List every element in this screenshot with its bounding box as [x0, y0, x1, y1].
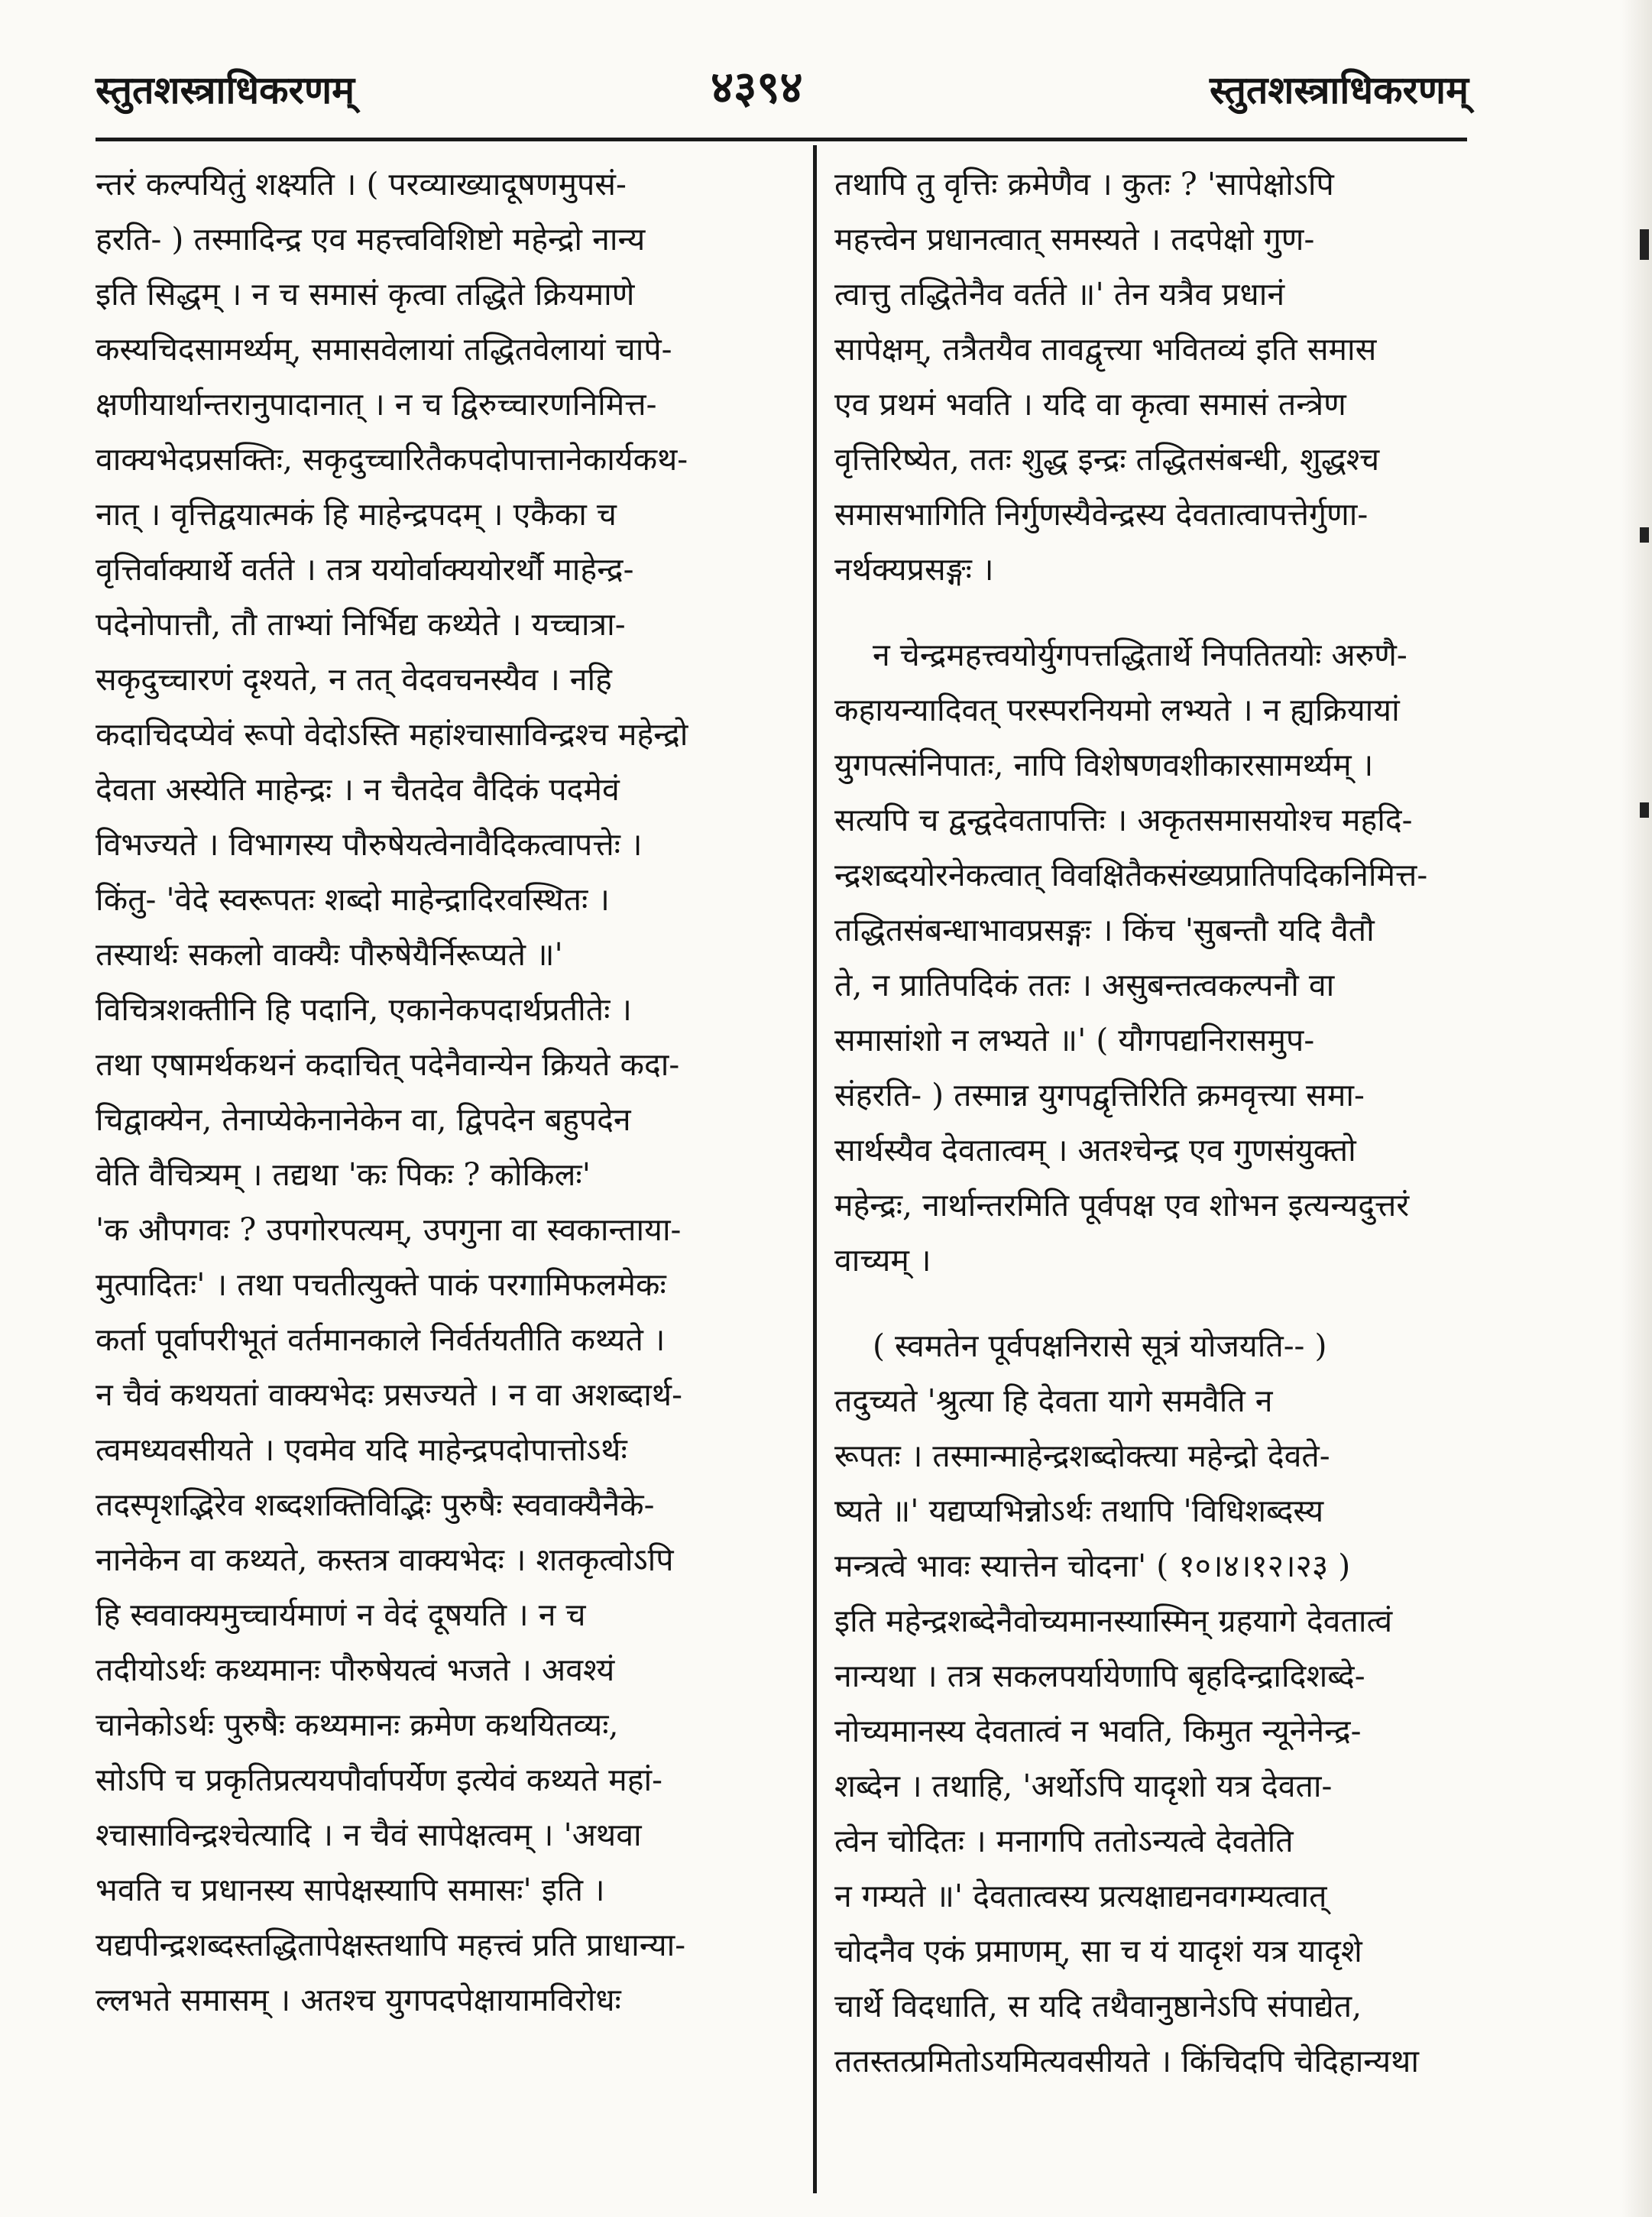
text-line: किंतु- 'वेदे स्वरूपतः शब्दो माहेन्द्रादिरवस्थितः । — [96, 881, 610, 918]
text-line: त्वात्तु तद्धितेनैव वर्तते ॥' तेन यत्रैव प्रधानं — [834, 276, 1285, 313]
text-line: समासभागिति निर्गुणस्यैवेन्द्रस्य देवतात्वापत्तेर्गुणा- — [834, 496, 1369, 533]
text-line: वाच्यम् । — [834, 1242, 931, 1279]
text-line: न गम्यते ॥' देवतात्वस्य प्रत्यक्षाद्यनवगम्यत्वात् — [834, 1878, 1327, 1914]
text-line: नर्थक्यप्रसङ्गः । — [834, 551, 994, 588]
text-line: ल्लभते समासम् । अतश्च युगपदपेक्षायामविरोधः — [96, 1982, 621, 2018]
text-line: मन्त्रत्वे भावः स्यात्तेन चोदना' ( १०।४।१२।२३ ) — [834, 1548, 1351, 1584]
text-line: कस्यचिदसामर्थ्यम्, समासवेलायां तद्धितवेलायां चापे- — [96, 331, 672, 368]
text-line: एव प्रथमं भवति । यदि वा कृत्वा समासं तन्त्रेण — [834, 386, 1346, 423]
text-line: वेति वैचित्र्यम् । तद्यथा 'कः पिकः ? कोकिलः' — [96, 1156, 591, 1193]
page-edge-shadow — [1621, 0, 1652, 2217]
text-line: ततस्तत्प्रमितोऽयमित्यवसीयते । किंचिदपि चेदिहान्यथा — [834, 2043, 1420, 2079]
text-line: भवति च प्रधानस्य सापेक्षस्यापि समासः' इति । — [96, 1872, 605, 1908]
text-line: नात् । वृत्तिद्वयात्मकं हि माहेन्द्रपदम् । एकैका च — [96, 496, 617, 533]
page-number: ४३९४ — [711, 61, 803, 113]
text-line: सार्थस्यैव देवतात्वम् । अतश्चेन्द्र एव गुणसंयुक्तो — [834, 1132, 1356, 1168]
text-line: श्चासाविन्द्रश्चेत्यादि । न चैवं सापेक्षत्वम् । 'अथवा — [96, 1817, 642, 1853]
text-line: मुत्पादितः' । तथा पचतीत्युक्ते पाकं परगामिफलमेकः — [96, 1266, 666, 1303]
text-line: वाक्यभेदप्रसक्तिः, सकृदुच्चारितैकपदोपात्तानेकार्यकथ- — [96, 441, 688, 478]
text-line: यद्यपीन्द्रशब्दस्तद्धितापेक्षस्तथापि महत्त्वं प्रति प्राधान्या- — [96, 1927, 686, 1963]
edge-mark — [1640, 229, 1649, 260]
paragraph-gap — [834, 597, 1476, 627]
text-line: तद्धितसंबन्धाभावप्रसङ्गः । किंच 'सुबन्तौ यदि वैतौ — [834, 912, 1375, 948]
header-rule — [96, 138, 1467, 141]
text-line: हरति- ) तस्मादिन्द्र एव महत्त्वविशिष्टो महेन्द्रो नान्य — [96, 221, 646, 258]
text-line: ( स्वमतेन पूर्वपक्षनिरासे सूत्रं योजयति-- ) — [873, 1327, 1327, 1364]
text-line: तदस्पृशद्भिरेव शब्दशक्तिविद्भिः पुरुषैः स्ववाक्यैनैके- — [96, 1486, 655, 1523]
text-line: हि स्ववाक्यमुच्चार्यमाणं न वेदं दूषयति । न च — [96, 1596, 586, 1633]
column-divider — [813, 145, 817, 2193]
text-line: पदेनोपात्तौ, तौ ताभ्यां निर्भिद्य कथ्येते । यच्चात्रा- — [96, 606, 626, 643]
text-line: 'क औपगवः ? उपगोरपत्यम्, उपगुना वा स्वकान्ताया- — [96, 1211, 682, 1248]
text-line: तदीयोऽर्थः कथ्यमानः पौरुषेयत्वं भजते । अवश्यं — [96, 1651, 615, 1688]
text-line: वृत्तिरिष्येत, ततः शुद्ध इन्द्रः तद्धितसंबन्धी, शुद्धश्च — [834, 441, 1380, 478]
text-line: न्द्रशब्दयोरनेकत्वात् विवक्षितैकसंख्यप्रातिपदिकनिमित्त- — [834, 857, 1428, 893]
text-line: ष्यते ॥' यद्यप्यभिन्नोऽर्थः तथापि 'विधिशब्दस्य — [834, 1493, 1324, 1529]
text-line: संहरति- ) तस्मान्न युगपद्वृत्तिरिति क्रमवृत्त्या समा- — [834, 1077, 1365, 1113]
text-line: युगपत्संनिपातः, नापि विशेषणवशीकारसामर्थ्यम् । — [834, 747, 1374, 783]
text-line: न चेन्द्रमहत्त्वयोर्युगपत्तद्धितार्थे निपतितयोः अरुणै- — [873, 637, 1407, 673]
text-line: कहायन्यादिवत् परस्परनियमो लभ्यते । न ह्यक्रियायां — [834, 692, 1400, 728]
text-line: न्तरं कल्पयितुं शक्ष्यति । ( परव्याख्यादूषणमुपसं- — [96, 166, 627, 203]
text-line: तथा एषामर्थकथनं कदाचित् पदेनैवान्येन क्रियते कदा- — [96, 1046, 680, 1083]
edge-mark — [1640, 802, 1649, 818]
text-line: चानेकोऽर्थः पुरुषैः कथ्यमानः क्रमेण कथयितव्यः, — [96, 1707, 619, 1743]
page-header — [0, 46, 1652, 130]
text-line: रूपतः । तस्मान्माहेन्द्रशब्दोक्त्या महेन्द्रो देवते- — [834, 1437, 1330, 1474]
text-line: विभज्यते । विभागस्य पौरुषेयत्वेनावैदिकत्वापत्तेः । — [96, 826, 643, 863]
text-line: चिद्वाक्येन, तेनाप्येकेनानेकेन वा, द्विपदेन बहुपदेन — [96, 1101, 631, 1138]
text-line: विचित्रशक्तीनि हि पदानि, एकानेकपदार्थप्रतीतेः । — [96, 991, 632, 1028]
text-line: तदुच्यते 'श्रुत्या हि देवता यागे समवैति न — [834, 1382, 1273, 1419]
text-line: तथापि तु वृत्तिः क्रमेणैव । कुतः ? 'सापेक्षोऽपि — [834, 166, 1334, 203]
text-line: न चैवं कथयतां वाक्यभेदः प्रसज्यते । न वा अशब्दार्थ- — [96, 1376, 682, 1413]
text-line: त्वमध्यवसीयते । एवमेव यदि माहेन्द्रपदोपात्तोऽर्थः — [96, 1431, 627, 1468]
text-line: सोऽपि च प्रकृतिप्रत्ययपौर्वापर्येण इत्येवं कथ्यते महां- — [96, 1762, 663, 1798]
text-line: नान्यथा । तत्र सकलपर्यायेणापि बृहदिन्द्रादिशब्दे- — [834, 1658, 1365, 1694]
text-line: तस्यार्थः सकलो वाक्यैः पौरुषेयैर्निरूप्यते ॥' — [96, 936, 563, 973]
text-line: त्वेन चोदितः । मनागपि ततोऽन्यत्वे देवतेति — [834, 1823, 1294, 1859]
text-line: समासांशो न लभ्यते ॥' ( यौगपद्यनिरासमुप- — [834, 1022, 1315, 1058]
text-line: चोदनैव एकं प्रमाणम्, सा च यं यादृशं यत्र यादृशे — [834, 1933, 1362, 1969]
text-line: महत्त्वेन प्रधानत्वात् समस्यते । तदपेक्षो गुण- — [834, 221, 1315, 258]
text-line: नोच्यमानस्य देवतात्वं न भवति, किमुत न्यूनेनेन्द्र- — [834, 1713, 1362, 1749]
text-line: इति सिद्धम् । न च समासं कृत्वा तद्धिते क्रियमाणे — [96, 276, 635, 313]
text-line: वृत्तिर्वाक्यार्थे वर्तते । तत्र ययोर्वाक्ययोरर्थौ माहेन्द्र- — [96, 551, 634, 588]
text-line: सापेक्षम्, तत्रैतयैव तावद्वृत्त्या भवितव्यं इति समास — [834, 331, 1377, 368]
text-line: सत्यपि च द्वन्द्वदेवतापत्तिः । अकृतसमासयोश्च महदि- — [834, 802, 1413, 838]
text-line: देवता अस्येति माहेन्द्रः । न चैतदेव वैदिकं पदमेवं — [96, 771, 620, 808]
text-line: इति महेन्द्रशब्देनैवोच्यमानस्यास्मिन् ग्रहयागे देवतात्वं — [834, 1603, 1393, 1639]
paragraph-gap — [834, 1288, 1476, 1318]
running-title-right: स्तुतशस्त्राधिकरणम् — [1209, 67, 1469, 112]
text-line: क्षणीयार्थान्तरानुपादानात् । न च द्विरुच्चारणनिमित्त- — [96, 386, 657, 423]
right-column — [834, 157, 1476, 2089]
left-column — [96, 157, 795, 2027]
text-line: महेन्द्रः, नार्थान्तरमिति पूर्वपक्ष एव शोभन इत्यन्यदुत्तरं — [834, 1187, 1410, 1224]
edge-mark — [1640, 527, 1649, 543]
text-line: कर्ता पूर्वापरीभूतं वर्तमानकाले निर्वर्तयतीति कथ्यते । — [96, 1321, 666, 1358]
running-title-left: स्तुतशस्त्राधिकरणम् — [96, 67, 355, 112]
text-line: सकृदुच्चारणं दृश्यते, न तत् वेदवचनस्यैव । नहि — [96, 661, 612, 698]
text-line: चार्थे विदधाति, स यदि तथैवानुष्ठानेऽपि संपाद्येत, — [834, 1988, 1362, 2024]
text-line: कदाचिदप्येवं रूपो वेदोऽस्ति महांश्चासाविन्द्रश्च महेन्द्रो — [96, 716, 688, 753]
text-line: ते, न प्रातिपदिकं ततः । असुबन्तत्वकल्पनौ वा — [834, 967, 1335, 1003]
text-line: शब्देन । तथाहि, 'अर्थोऽपि यादृशो यत्र देवता- — [834, 1768, 1333, 1804]
text-line: नानेकेन वा कथ्यते, कस्तत्र वाक्यभेदः । शतकृत्वोऽपि — [96, 1541, 674, 1578]
